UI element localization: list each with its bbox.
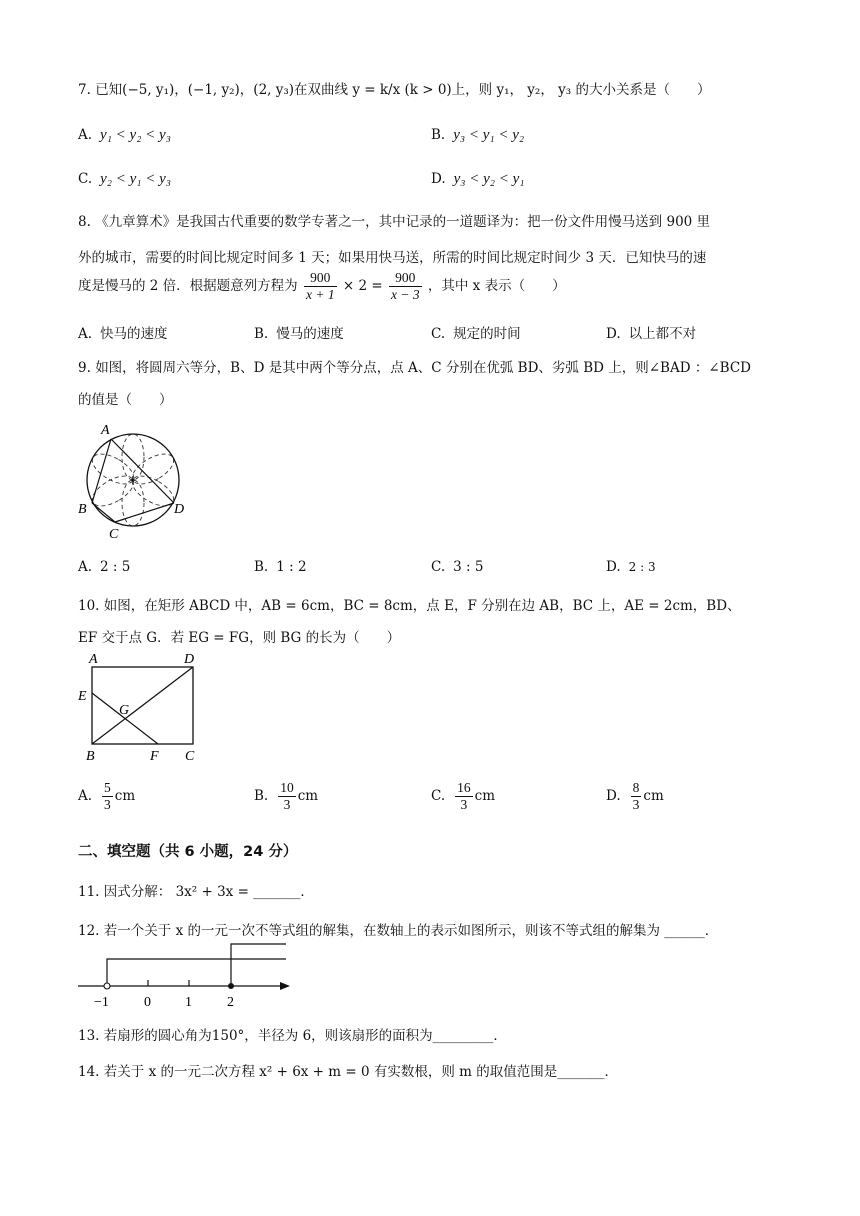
rectangle-figure — [78, 650, 208, 764]
question-9-line-2: 的值是（ ） — [78, 392, 173, 408]
label-a: A — [89, 652, 98, 667]
option-a: A. 快马的速度 — [78, 326, 168, 342]
question-10-line-2: EF 交于点 G．若 EG = FG，则 BG 的长为（ ） — [78, 630, 401, 646]
fraction: $\frac{900}{x + 1}$ — [305, 270, 335, 302]
label-e: E — [78, 689, 87, 704]
label-b: B — [86, 749, 95, 764]
open-endpoint — [104, 983, 110, 989]
label-c: C — [109, 527, 119, 542]
option-c: C. 规定的时间 — [431, 326, 521, 342]
question-9-line-1: 9. 如图，将圆周六等分，B、D 是其中两个等分点，点 A、C 分别在优弧 BD、劣弧 BD 上，则∠BAD ：∠BCD — [78, 360, 751, 376]
number-line-figure — [78, 944, 298, 1010]
question-number: 13. — [78, 1028, 100, 1044]
label-b: B — [78, 502, 87, 517]
label-d: D — [184, 652, 195, 667]
question-8-line-1: 8. 《九章算术》是我国古代重要的数学专著之一，其中记录的一道题译为：把一份文件用慢马送到 900 里 — [78, 214, 711, 230]
option-b: B. 1 : 2 — [254, 559, 307, 575]
question-number: 7. — [78, 82, 91, 98]
question-number: 11. — [78, 884, 100, 900]
closed-endpoint — [228, 983, 234, 989]
axis-arrow — [280, 982, 290, 990]
solution-ray-left — [107, 959, 286, 986]
question-8-line-2: 外的城市，需要的时间比规定时间多 1 天；如果用快马送，所需的时间比规定时间少 3 天．已知快马的速 — [78, 250, 707, 266]
question-number: 12. — [78, 923, 100, 939]
label-g: G — [119, 703, 130, 718]
label-c: C — [185, 749, 195, 764]
tick-label: −1 — [94, 995, 109, 1010]
question-number: 9. — [78, 360, 91, 376]
question-10-line-1: 10. 如图，在矩形 ABCD 中，AB = 6cm，BC = 8cm，点 E，F 分别在边 AB，BC 上，AE = 2cm，BD、 — [78, 598, 741, 614]
question-14: 14. 若关于 x 的一元二次方程 x² + 6x + m = 0 有实数根，则 m 的取值范围是_______． — [78, 1064, 618, 1080]
option-c: C. 3 : 5 — [431, 559, 484, 575]
tick-label: 2 — [227, 995, 234, 1010]
question-8-line-3: 度是慢马的 2 倍．根据题意列方程为 $\frac{900}{x + 1}$ × 2 = $\frac{900}{x - 3}$ ，其中 x 表示（ ） — [78, 270, 566, 302]
question-number: 14. — [78, 1064, 100, 1080]
tick-label: 1 — [185, 995, 192, 1010]
question-13: 13. 若扇形的圆心角为150°，半径为 6，则该扇形的面积为_________． — [78, 1028, 507, 1044]
question-number: 10. — [78, 598, 100, 614]
tick-label: 0 — [144, 995, 151, 1010]
option-b: B. $\frac{10}{3}$ cm — [254, 780, 319, 812]
option-b: B. y₃ < y₁ < y₂ — [431, 127, 525, 143]
circle-figure — [78, 418, 198, 548]
option-d: D. 以上都不对 — [606, 326, 697, 342]
option-c: C. $\frac{16}{3}$ cm — [431, 780, 496, 812]
question-11: 11. 因式分解： 3x² + 3x = _______． — [78, 884, 314, 900]
question-number: 8. — [78, 214, 91, 230]
question-12: 12. 若一个关于 x 的一元一次不等式组的解集，在数轴上的表示如图所示，则该不等式组的解集为 ______． — [78, 923, 719, 939]
option-a: A. $\frac{5}{3}$ cm — [78, 780, 136, 812]
fraction: $\frac{900}{x - 3}$ — [390, 270, 420, 302]
option-c: C. y₂ < y₁ < y₃ — [78, 171, 172, 187]
question-text: 已知(−5, y₁)，(−1, y₂)，(2, y₃)在双曲线 y = k/x (k > 0)上，则 y₁， y₂， y₃ 的大小关系是（ ） — [95, 82, 711, 98]
option-a: A. y₁ < y₂ < y₃ — [78, 127, 171, 143]
option-b: B. 慢马的速度 — [254, 326, 344, 342]
label-a: A — [101, 423, 110, 438]
solution-ray-right — [231, 944, 286, 986]
label-f: F — [150, 749, 159, 764]
center-dot — [131, 478, 134, 481]
option-d: D. 2 : 3 — [606, 559, 656, 575]
option-a: A. 2 : 5 — [78, 559, 131, 575]
question-7 — [78, 78, 710, 98]
option-d: D. y₃ < y₂ < y₁ — [431, 171, 525, 187]
label-d: D — [174, 502, 185, 517]
section-title: 二、填空题（共 6 小题，24 分） — [78, 844, 298, 860]
option-d: D. $\frac{8}{3}$ cm — [606, 780, 664, 812]
